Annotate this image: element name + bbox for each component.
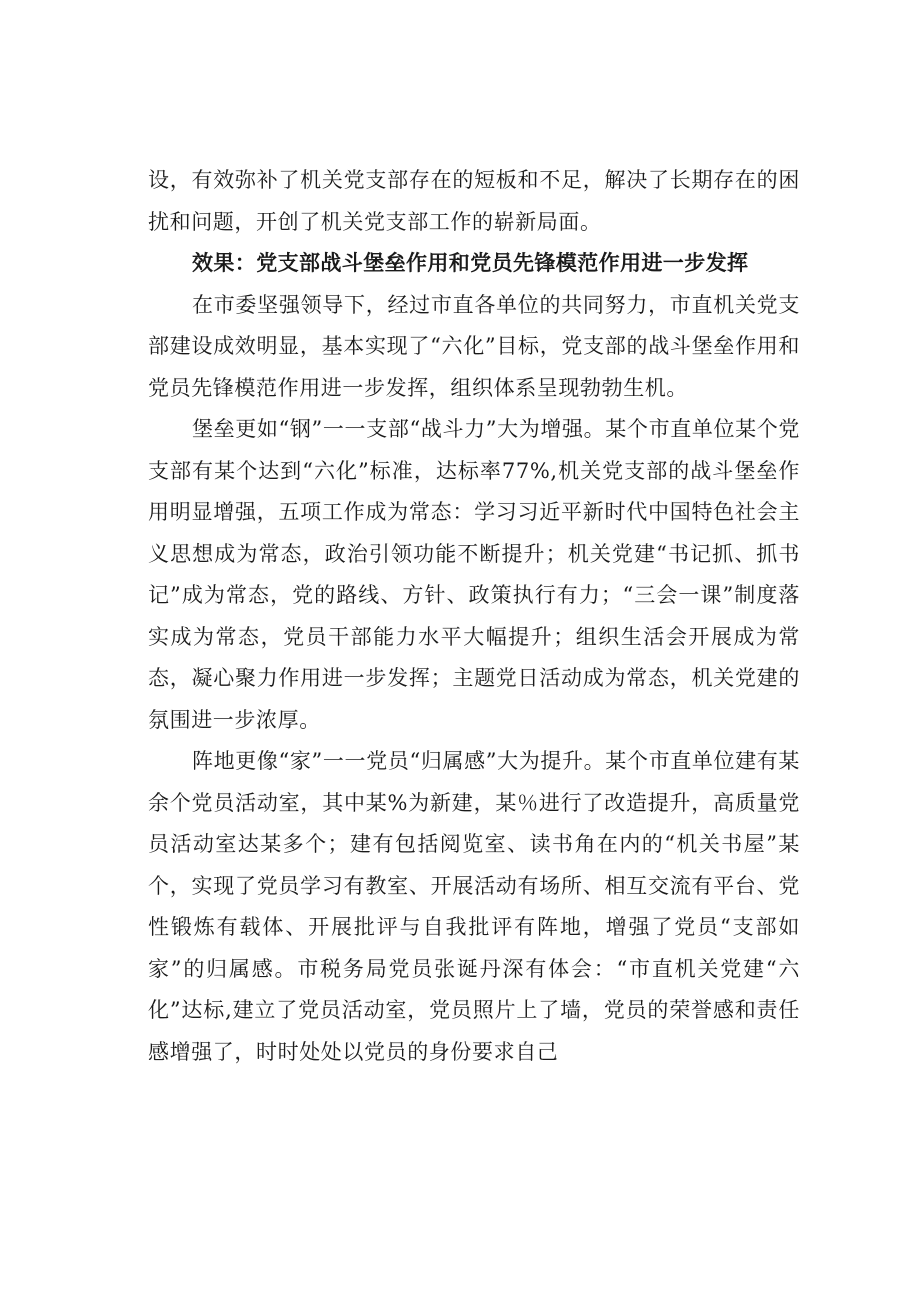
paragraph-continuation: 设，有效弥补了机关党支部存在的短板和不足，解决了长期存在的困扰和问题，开创了机关党支部工作的崭新局面。: [148, 168, 800, 234]
document-page: [148, 160, 800, 1073]
paragraph-intro: 在市委坚强领导下，经过市直各单位的共同努力，市直机关党支部建设成效明显，基本实现了“六化”目标，党支部的战斗堡垒作用和党员先锋模范作用进一步发挥，组织体系呈现勃勃生机。: [148, 292, 800, 400]
section-heading: 效果：党支部战斗堡垒作用和党员先锋模范作用进一步发挥: [192, 251, 749, 275]
paragraph-home: 阵地更像“家”一一党员“归属感”大为提升。某个市直单位建有某余个党员活动室，其中某%为新建，某％进行了改造提升，高质量党员活动室达某多个；建有包括阅览室、读书角在内的“机关书屋”某个，实现了党员学习有教室、开展活动有场所、相互交流有平台、党性锻炼有载体、开展批评与自我批评有阵地，增强了党员“支部如家”的归属感。市税务局党员张诞丹深有体会：“市直机关党建“六化”达标,建立了党员活动室，党员照片上了墙，党员的荣誉感和责任感增强了，时时处处以党员的身份要求自己: [148, 749, 800, 1064]
paragraph-fortress: 堡垒更如“钢”一一支部“战斗力”大为增强。某个市直单位某个党支部有某个达到“六化”标准，达标率77%,机关党支部的战斗堡垒作用明显增强，五项工作成为常态：学习习近平新时代中国特色社会主义思想成为常态，政治引领功能不断提升；机关党建“书记抓、抓书记”成为常态，党的路线、方针、政策执行有力；“三会一课”制度落实成为常态，党员干部能力水平大幅提升；组织生活会开展成为常态，凝心聚力作用进一步发挥；主题党日活动成为常态，机关党建的氛围进一步浓厚。: [148, 417, 800, 732]
